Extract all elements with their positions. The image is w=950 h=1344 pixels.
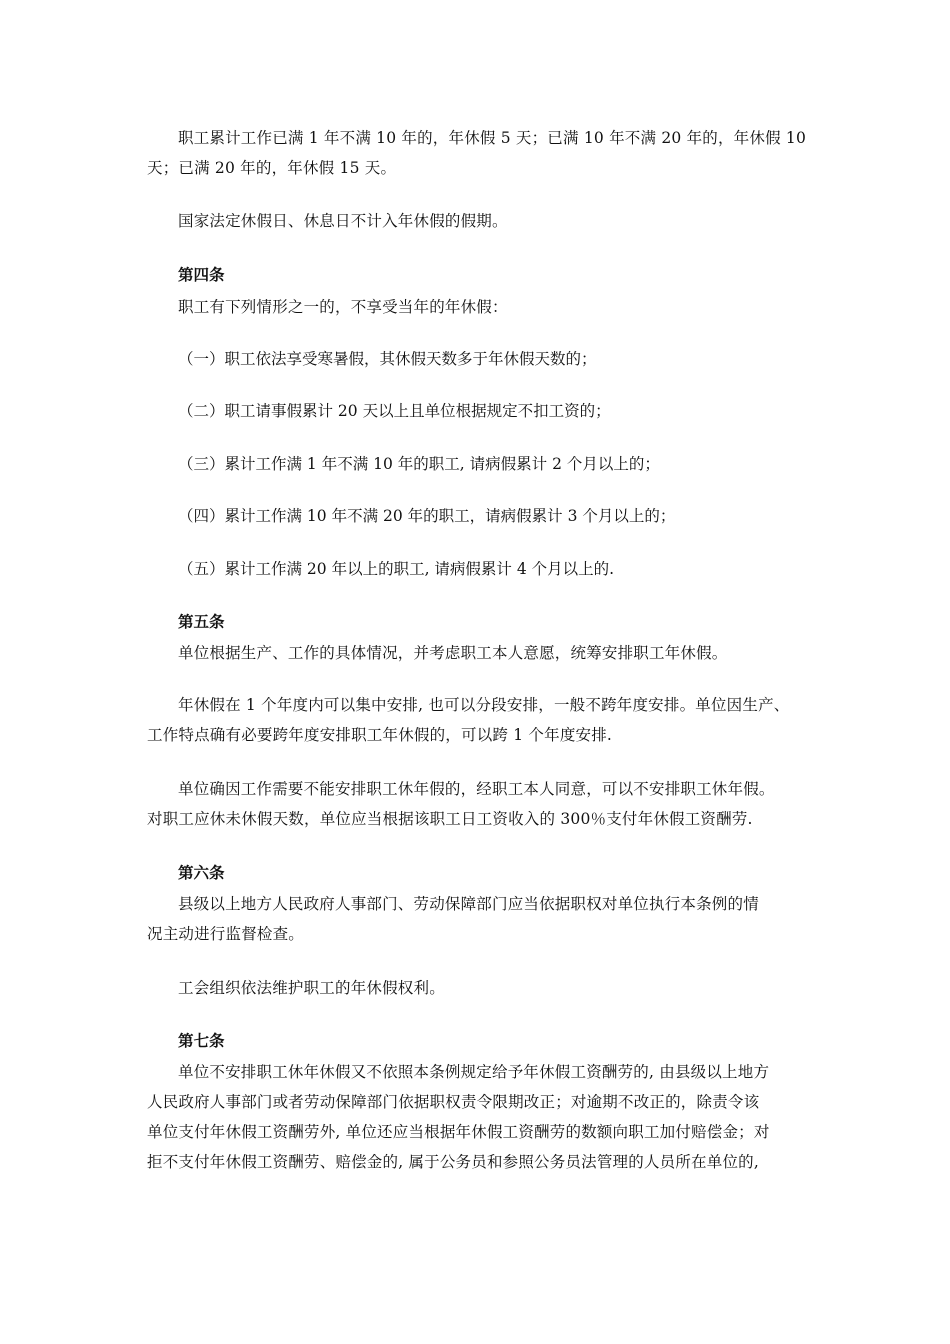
article5-paragraph3-line1: 单位确因工作需要不能安排职工休年假的，经职工本人同意，可以不安排职工休年假。 (178, 780, 775, 798)
article3-paragraph1-line2: 天；已满 20 年的，年休假 15 天。 (147, 159, 397, 177)
article4-intro: 职工有下列情形之一的，不享受当年的年休假： (178, 298, 508, 316)
article6-paragraph1-line1: 县级以上地方人民政府人事部门、劳动保障部门应当依据职权对单位执行本条例的情 (178, 895, 759, 913)
article7-paragraph1-line1: 单位不安排职工休年休假又不依照本条例规定给予年休假工资酬劳的, 由县级以上地方 (178, 1063, 770, 1081)
article7-heading: 第七条 (178, 1031, 225, 1050)
article4-item-3: （三）累计工作满 1 年不满 10 年的职工, 请病假累计 2 个月以上的； (178, 455, 660, 473)
article6-heading: 第六条 (178, 863, 225, 882)
article4-item-5: （五）累计工作满 20 年以上的职工, 请病假累计 4 个月以上的. (178, 560, 615, 578)
article4-item-2: （二）职工请事假累计 20 天以上且单位根据规定不扣工资的； (178, 402, 611, 420)
article6-paragraph2: 工会组织依法维护职工的年休假权利。 (178, 979, 445, 997)
article4-item-4: （四）累计工作满 10 年不满 20 年的职工，请病假累计 3 个月以上的； (178, 507, 676, 525)
article5-paragraph2-line1: 年休假在 1 个年度内可以集中安排, 也可以分段安排，一般不跨年度安排。单位因生产、 (178, 696, 790, 714)
article7-paragraph1-line4: 拒不支付年休假工资酬劳、赔偿金的, 属于公务员和参照公务员法管理的人员所在单位的, (147, 1153, 759, 1171)
article5-paragraph3-line2: 对职工应休未休假天数，单位应当根据该职工日工资收入的 300％支付年休假工资酬劳. (147, 810, 753, 828)
article3-paragraph1-line1: 职工累计工作已满 1 年不满 10 年的，年休假 5 天；已满 10 年不满 20 年的，年休假 10 (178, 129, 807, 147)
article6-paragraph1-line2: 况主动进行监督检查。 (147, 925, 305, 943)
article5-heading: 第五条 (178, 612, 225, 631)
article7-paragraph1-line2: 人民政府人事部门或者劳动保障部门依据职权责令限期改正；对逾期不改正的，除责令该 (147, 1093, 760, 1111)
article3-paragraph2: 国家法定休假日、休息日不计入年休假的假期。 (178, 212, 508, 230)
article5-paragraph1: 单位根据生产、工作的具体情况，并考虑职工本人意愿，统筹安排职工年休假。 (178, 644, 728, 662)
article7-paragraph1-line3: 单位支付年休假工资酬劳外, 单位还应当根据年休假工资酬劳的数额向职工加付赔偿金；对 (147, 1123, 770, 1141)
article4-heading: 第四条 (178, 265, 225, 284)
article5-paragraph2-line2: 工作特点确有必要跨年度安排职工年休假的，可以跨 1 个年度安排. (147, 726, 613, 744)
article4-item-1: （一）职工依法享受寒暑假，其休假天数多于年休假天数的； (178, 350, 597, 368)
